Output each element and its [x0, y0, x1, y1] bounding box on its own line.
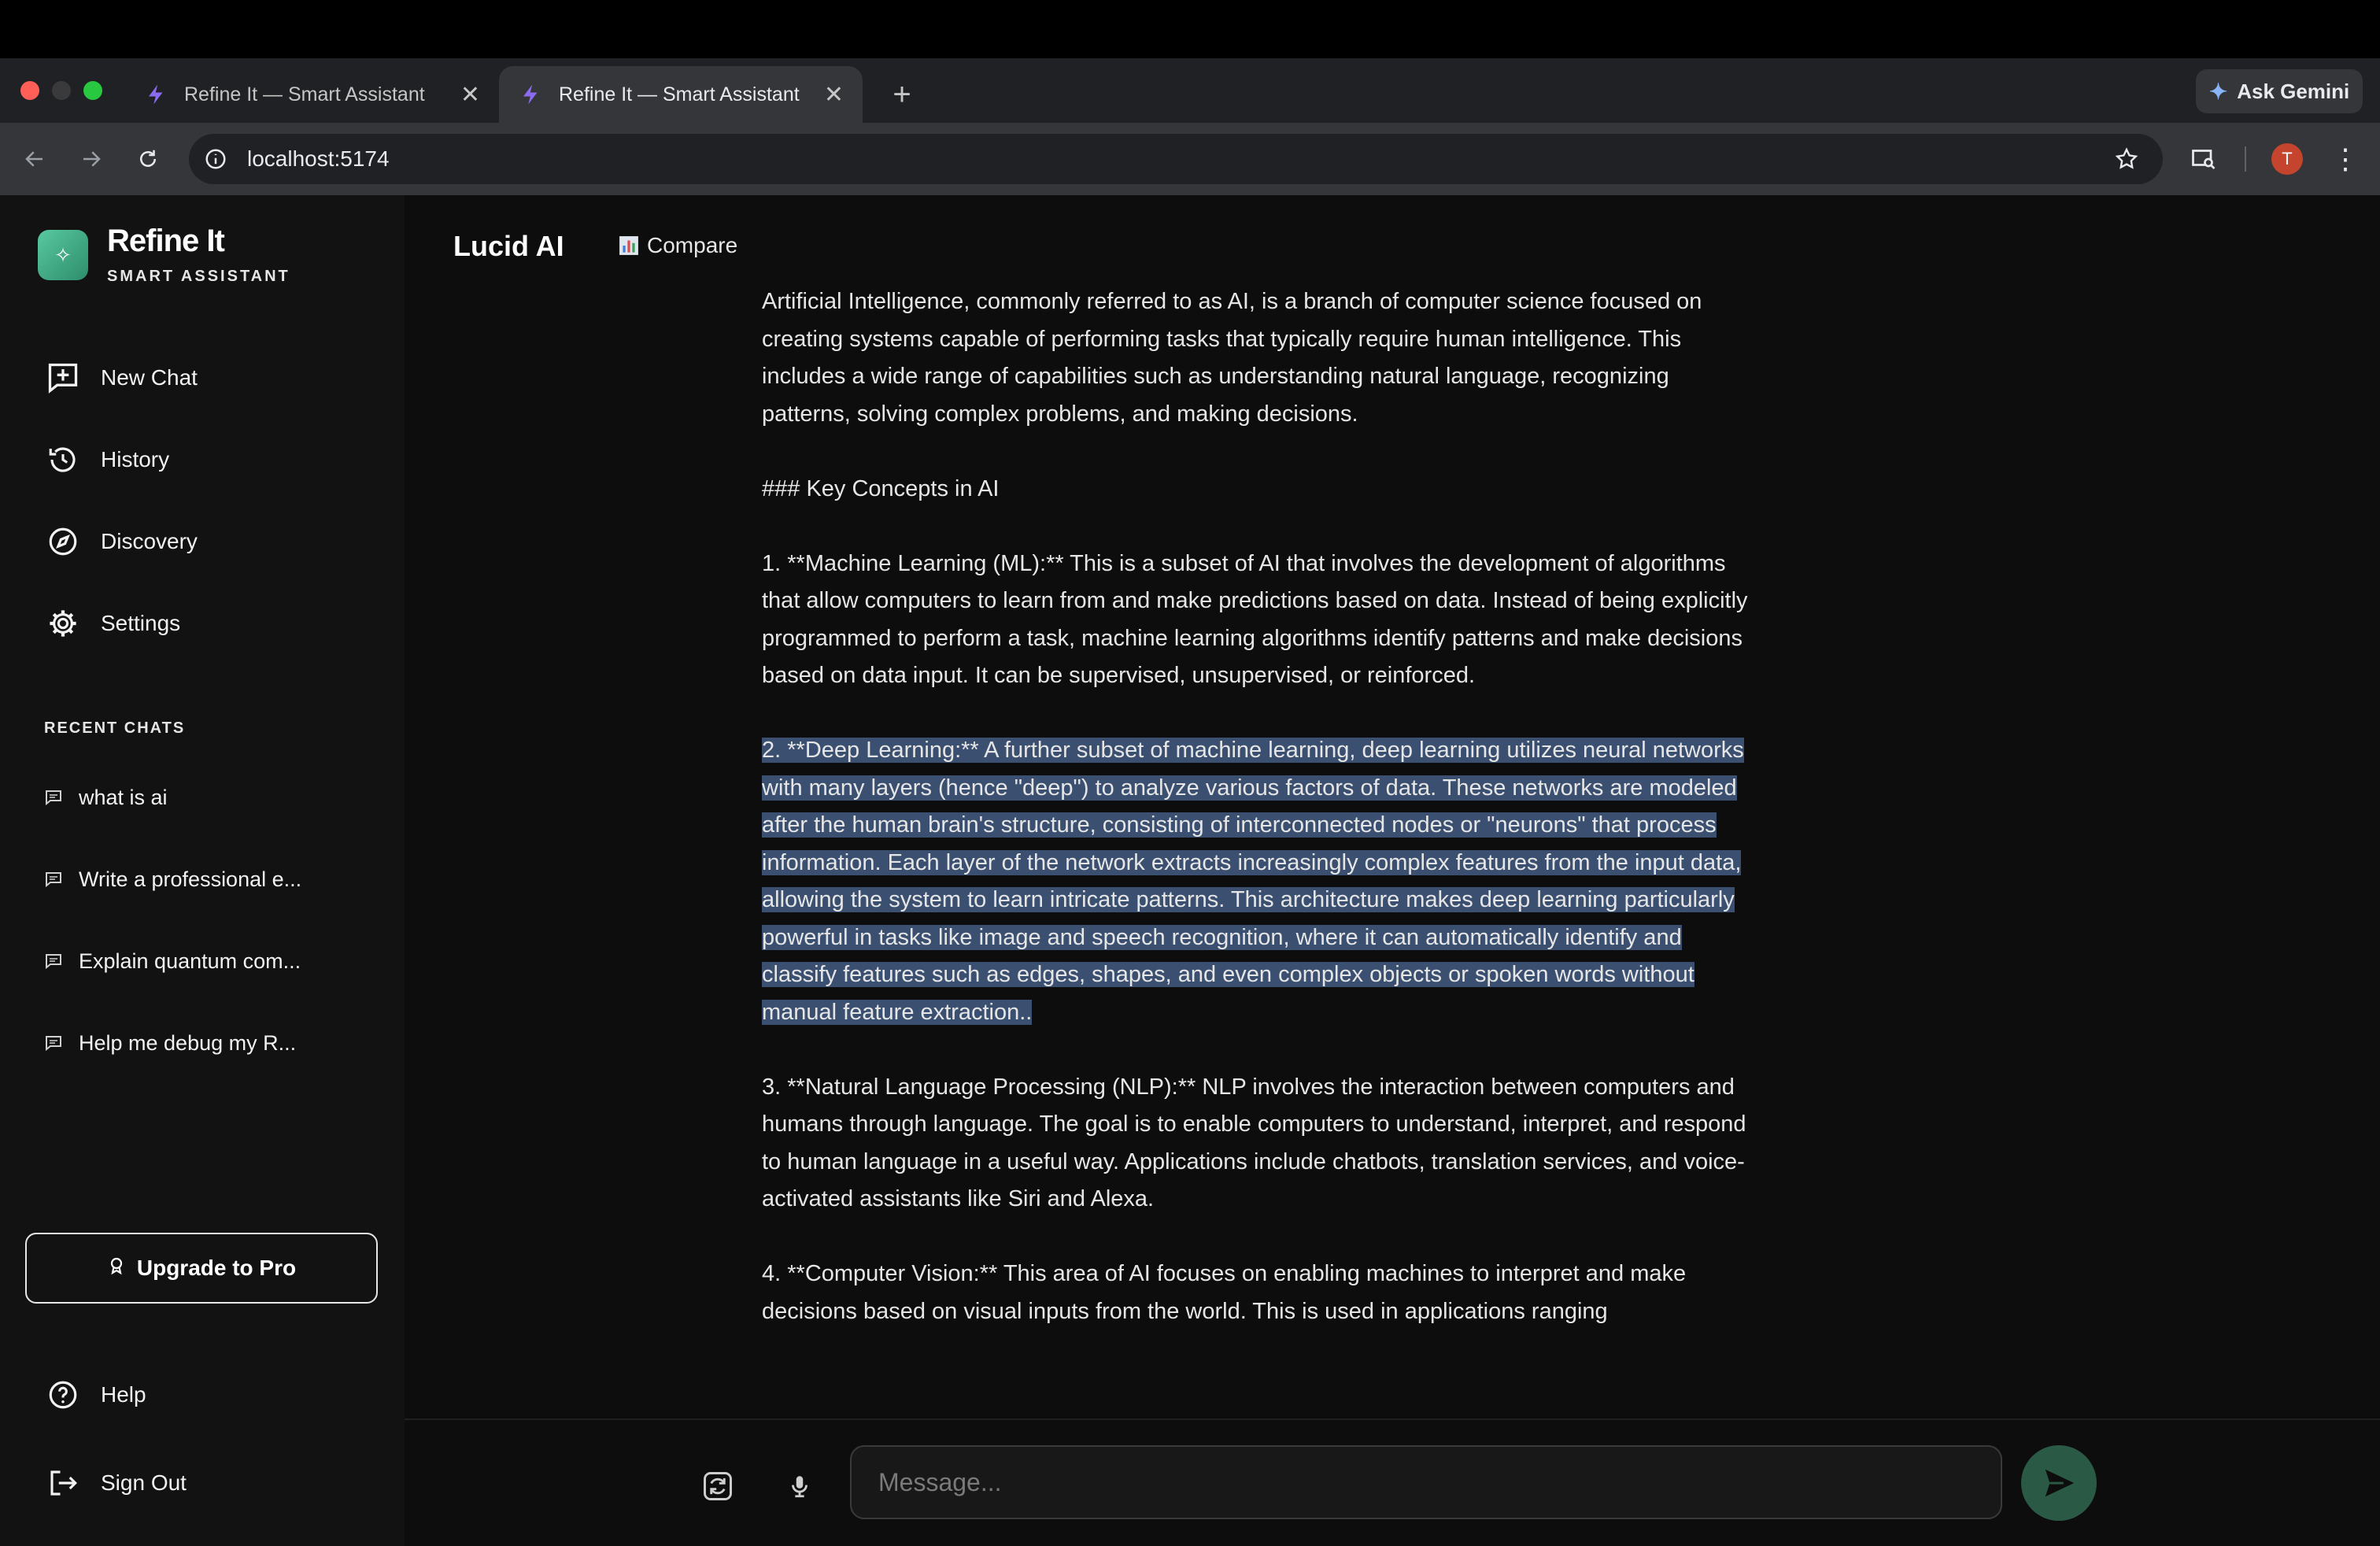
window-close-button[interactable]: [20, 81, 39, 100]
os-menu-bar: [0, 0, 2380, 58]
award-icon: [107, 1256, 126, 1281]
send-icon: [2041, 1465, 2077, 1501]
regenerate-icon[interactable]: [697, 1466, 738, 1507]
response-paragraph: 4. **Computer Vision:** This area of AI focuses on enabling machines to interpret and make decisions based on visual inputs from the world. This is used in applications ranging: [762, 1261, 1687, 1324]
recent-chat-item[interactable]: [44, 778, 168, 817]
text-selection: 2. **Deep Learning:** A further subset of machine learning, deep learning utilizes neural networks with many layers (hence "deep") to analyze various factors of data. These networks are modeled after the human brain's structure, consisting of interconnected nodes or "neurons" that process information. Each layer of the network extracts increasingly complex features from the input data, allowing the system to learn intricate patterns. This architecture makes deep learning particularly powerful in tasks like image and speech recognition, where it can automatically identify and classify features such as edges, shapes, and even complex objects or spoken words without manual feature extraction..: [762, 738, 1744, 1025]
recent-chat-title: what is ai: [79, 785, 168, 809]
response-paragraph: Artificial Intelligence, commonly referred to as AI, is a branch of computer science focused on creating systems capable of performing tasks that typically require human intelligence. This includes a wide range of capabilities such as understanding natural language, recognizing patterns, solving complex problems, and making decisions.: [762, 289, 1702, 427]
compass-icon: [44, 523, 82, 560]
sign-out-icon: [44, 1464, 82, 1502]
chat-bubble-icon: [44, 952, 69, 971]
new-chat-icon: [44, 359, 82, 397]
response-paragraph: 3. **Natural Language Processing (NLP):** NLP involves the interaction between computers and humans through language. The goal is to enable computers to understand, interpret, and respond to human language in a useful way. Applications include chatbots, translation services, and voice-activated assistants like Siri and Alexa.: [762, 1074, 1746, 1211]
response-paragraph-selected: [762, 732, 1758, 1031]
bookmark-star-icon[interactable]: [2108, 140, 2145, 178]
url-text: localhost:5174: [247, 146, 390, 171]
message-input[interactable]: [877, 1467, 2001, 1498]
recent-chat-title: Explain quantum com...: [79, 949, 301, 973]
lightning-icon: [518, 81, 545, 108]
sidebar-item-label: History: [101, 447, 170, 472]
new-tab-button[interactable]: +: [893, 76, 911, 112]
chat-bubble-icon: [44, 788, 69, 807]
forward-icon[interactable]: [72, 140, 110, 178]
tab-title: Refine It — Smart Assistant: [559, 83, 800, 105]
brand-title: Refine It: [107, 224, 224, 258]
help-icon: [44, 1376, 82, 1414]
recent-chat-item[interactable]: [44, 941, 301, 981]
recent-chats-heading: RECENT CHATS: [44, 719, 186, 737]
upgrade-to-pro-button[interactable]: [25, 1233, 378, 1304]
chat-bubble-icon: [44, 1034, 69, 1052]
sidebar-item-settings[interactable]: [44, 600, 180, 647]
microphone-icon[interactable]: [779, 1466, 820, 1507]
back-icon[interactable]: [16, 140, 54, 178]
compare-button[interactable]: [619, 233, 737, 258]
sidebar-item-label: Discovery: [101, 529, 198, 553]
brand-subtitle: SMART ASSISTANT: [107, 268, 290, 285]
sidebar-item-label: Help: [101, 1382, 146, 1407]
sidebar-item-help[interactable]: [44, 1371, 146, 1418]
chat-bubble-icon: [44, 870, 69, 889]
sidebar-item-new-chat[interactable]: [44, 354, 198, 401]
toolbar-divider: [2245, 146, 2246, 172]
tab-close-icon[interactable]: ✕: [823, 81, 844, 108]
site-info-icon[interactable]: [200, 143, 231, 175]
sidebar-item-history[interactable]: [44, 436, 169, 483]
response-heading: ### Key Concepts in AI: [762, 475, 1000, 501]
browser-menu-icon[interactable]: ⋮: [2331, 142, 2360, 175]
reload-icon[interactable]: [129, 140, 167, 178]
message-input-wrapper[interactable]: [850, 1445, 2002, 1519]
tab-close-icon[interactable]: ✕: [460, 81, 480, 108]
response-paragraph: 1. **Machine Learning (ML):** This is a subset of AI that involves the development of algorithms that allow computers to learn from and make predictions based on data. Instead of being explicitly programmed to perform a task, machine learning algorithms identify patterns and make decisions based on data input. It can be supervised, unsupervised, or reinforced.: [762, 550, 1748, 688]
lightning-icon: [143, 81, 170, 108]
window-minimize-button[interactable]: [52, 81, 71, 100]
upgrade-label: Upgrade to Pro: [136, 1256, 297, 1280]
sparkle-icon: ✦: [2208, 79, 2228, 104]
app-logo-icon: ✧: [38, 230, 88, 280]
ask-gemini-button[interactable]: [2196, 69, 2363, 113]
sidebar-item-label: Settings: [101, 611, 181, 635]
bar-chart-icon: [619, 235, 639, 256]
profile-avatar[interactable]: T: [2271, 143, 2303, 175]
ask-gemini-label: Ask Gemini: [2237, 79, 2350, 103]
compare-label: Compare: [647, 233, 738, 257]
sidebar-item-label: Sign Out: [101, 1470, 187, 1495]
address-bar[interactable]: [189, 134, 2163, 184]
send-button[interactable]: [2021, 1445, 2097, 1521]
recent-chat-title: Write a professional e...: [79, 867, 302, 891]
sidebar-item-discovery[interactable]: [44, 518, 198, 565]
recent-chat-item[interactable]: [44, 1023, 296, 1063]
gear-icon: [44, 605, 82, 642]
browser-tab-1[interactable]: [124, 66, 499, 123]
tab-search-icon[interactable]: [2185, 140, 2223, 178]
history-icon: [44, 441, 82, 479]
assistant-response: [762, 283, 1758, 1417]
recent-chat-item[interactable]: [44, 860, 301, 899]
window-zoom-button[interactable]: [83, 81, 102, 100]
browser-tab-2[interactable]: [499, 66, 863, 123]
sidebar-item-label: New Chat: [101, 365, 198, 390]
sidebar-item-sign-out[interactable]: [44, 1459, 187, 1507]
page-title: Lucid AI: [453, 230, 564, 262]
tab-title: Refine It — Smart Assistant: [184, 83, 425, 105]
recent-chat-title: Help me debug my R...: [79, 1030, 297, 1055]
